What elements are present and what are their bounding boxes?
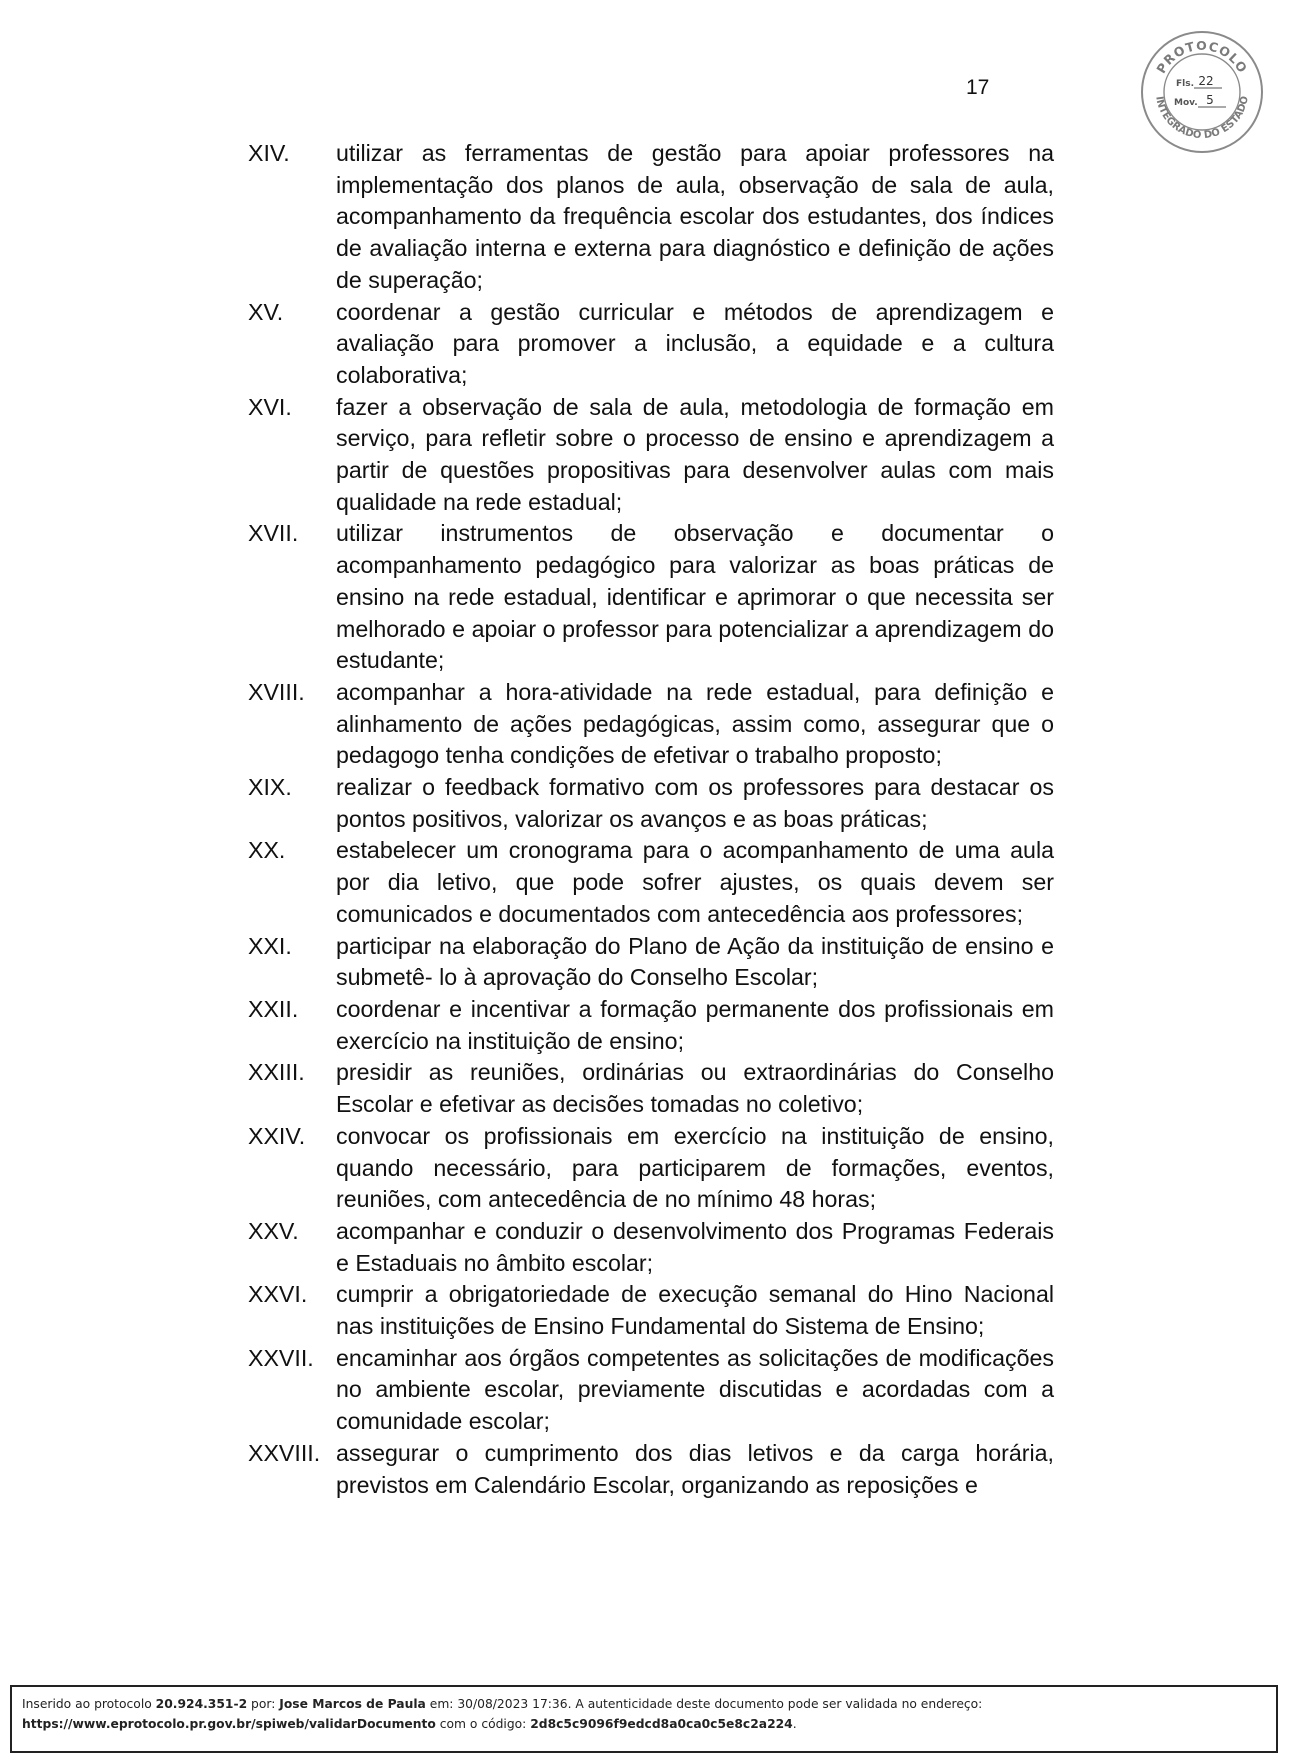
list-item <box>248 835 1054 930</box>
item-number: XIX. <box>248 774 292 801</box>
item-text: convocar os profissionais em exercício na instituição de ensino, quando necessário, para participarem de formações, eventos, reuniões, com antecedência de no mínimo 48 horas; <box>336 1122 1054 1213</box>
list-item <box>248 994 1054 1057</box>
stamp-fls-value: 22 <box>1198 74 1214 88</box>
stamp-mov-value: 5 <box>1206 93 1214 107</box>
footer-validation-code: 2d8c5c9096f9edcd8a0ca0c5e8c2a224 <box>530 1717 793 1731</box>
stamp-fls-label: Fls. <box>1176 79 1195 89</box>
item-text: coordenar a gestão curricular e métodos de aprendizagem e avaliação para promover a inclusão, a equidade e a cultura colaborativa; <box>336 298 1054 388</box>
item-number: XXV. <box>248 1217 299 1244</box>
item-number: XXIV. <box>248 1122 306 1149</box>
list-item <box>248 772 1054 835</box>
item-number: XIV. <box>248 140 290 166</box>
item-number: XV. <box>248 298 284 325</box>
footer-protocol-number: 20.924.351-2 <box>155 1697 248 1711</box>
item-text: acompanhar a hora-atividade na rede estadual, para definição e alinhamento de ações pedagógicas, assim como, assegurar que o pedagogo tenha condições de efetivar o trabalho proposto; <box>336 678 1054 769</box>
item-number: XVIII. <box>248 678 305 705</box>
footer-prefix: Inserido ao protocolo <box>22 1697 156 1711</box>
list-item <box>248 1121 1054 1216</box>
item-text: coordenar e incentivar a formação permanente dos profissionais em exercício na instituição de ensino; <box>336 995 1054 1054</box>
list-item <box>248 1279 1054 1342</box>
item-text: encaminhar aos órgãos competentes as solicitações de modificações no ambiente escolar, previamente discutidas e acordadas com a comunidade escolar; <box>336 1344 1054 1435</box>
item-text: fazer a observação de sala de aula, metodologia de formação em serviço, para refletir sobre o processo de ensino e aprendizagem a partir de questões propositivas para desenvolver aulas com mais qualidade na rede estadual; <box>336 393 1054 515</box>
item-number: XXIII. <box>248 1059 305 1086</box>
item-text: cumprir a obrigatoriedade de execução semanal do Hino Nacional nas instituições de Ensino Fundamental do Sistema de Ensino; <box>336 1281 1054 1340</box>
footer-end: . <box>792 1717 797 1731</box>
stamp-bottom-text: INTEGRADO DO ESTADO <box>1153 95 1251 142</box>
item-text: participar na elaboração do Plano de Ação da instituição de ensino e submetê- lo à aprovação do Conselho Escolar; <box>336 932 1054 991</box>
footer-line-1 <box>22 1694 1266 1714</box>
list-item <box>248 1343 1054 1438</box>
item-number: XVI. <box>248 393 292 420</box>
footer-suffix: em: 30/08/2023 17:36. A autenticidade deste documento pode ser validada no endereço: <box>425 1697 983 1711</box>
svg-text:INTEGRADO DO ESTADO <box>1153 95 1251 141</box>
item-number: XXII. <box>248 995 299 1022</box>
item-number: XXVIII. <box>248 1439 321 1466</box>
item-text: estabelecer um cronograma para o acompanhamento de uma aula por dia letivo, que pode sofrer ajustes, os quais devem ser comunicados e documentados com antecedência aos professores; <box>336 837 1054 927</box>
protocol-stamp <box>1140 30 1264 154</box>
list-item <box>248 138 1054 297</box>
list-item <box>248 392 1054 519</box>
item-text: utilizar as ferramentas de gestão para apoiar professores na implementação dos planos de aula, observação de sala de aula, acompanhamento da frequência escolar dos estudantes, dos índices de avaliação interna e externa para diagnóstico e definição de ações de superação; <box>336 140 1054 293</box>
list-item <box>248 1216 1054 1279</box>
list-item <box>248 677 1054 772</box>
page-number: 17 <box>966 76 990 99</box>
list-item <box>248 518 1054 677</box>
item-number: XX. <box>248 837 286 864</box>
validation-footer <box>10 1685 1278 1753</box>
list-item <box>248 297 1054 392</box>
item-number: XXI. <box>248 932 292 959</box>
item-text: utilizar instrumentos de observação e documentar o acompanhamento pedagógico para valorizar as boas práticas de ensino na rede estadual, identificar e aprimorar o que necessita ser melhorado e apoiar o professor para potencializar a aprendizagem do estudante; <box>336 520 1054 674</box>
item-number: XVII. <box>248 520 299 547</box>
item-text: acompanhar e conduzir o desenvolvimento dos Programas Federais e Estaduais no âmbito escolar; <box>336 1217 1054 1276</box>
list-item <box>248 931 1054 994</box>
footer-validation-url[interactable]: https://www.eprotocolo.pr.gov.br/spiweb/validarDocumento <box>22 1717 436 1731</box>
list-item <box>248 1438 1054 1501</box>
footer-line-2 <box>22 1714 1266 1734</box>
item-text: assegurar o cumprimento dos dias letivos e da carga horária, previstos em Calendário Escolar, organizando as reposições e <box>336 1439 1054 1498</box>
footer-code-label: com o código: <box>435 1717 531 1731</box>
item-text: presidir as reuniões, ordinárias ou extraordinárias do Conselho Escolar e efetivar as decisões tomadas no coletivo; <box>336 1059 1054 1118</box>
item-number: XXVI. <box>248 1281 308 1308</box>
stamp-mov-label: Mov. <box>1174 98 1198 108</box>
footer-author: Jose Marcos de Paula <box>279 1697 426 1711</box>
enumerated-list <box>248 138 1054 1501</box>
stamp-top-text: PROTOCOLO <box>1153 37 1251 76</box>
list-item <box>248 1057 1054 1120</box>
footer-by-label: por: <box>247 1697 280 1711</box>
item-text: realizar o feedback formativo com os professores para destacar os pontos positivos, valorizar os avanços e as boas práticas; <box>336 774 1054 832</box>
item-number: XXVII. <box>248 1344 314 1371</box>
